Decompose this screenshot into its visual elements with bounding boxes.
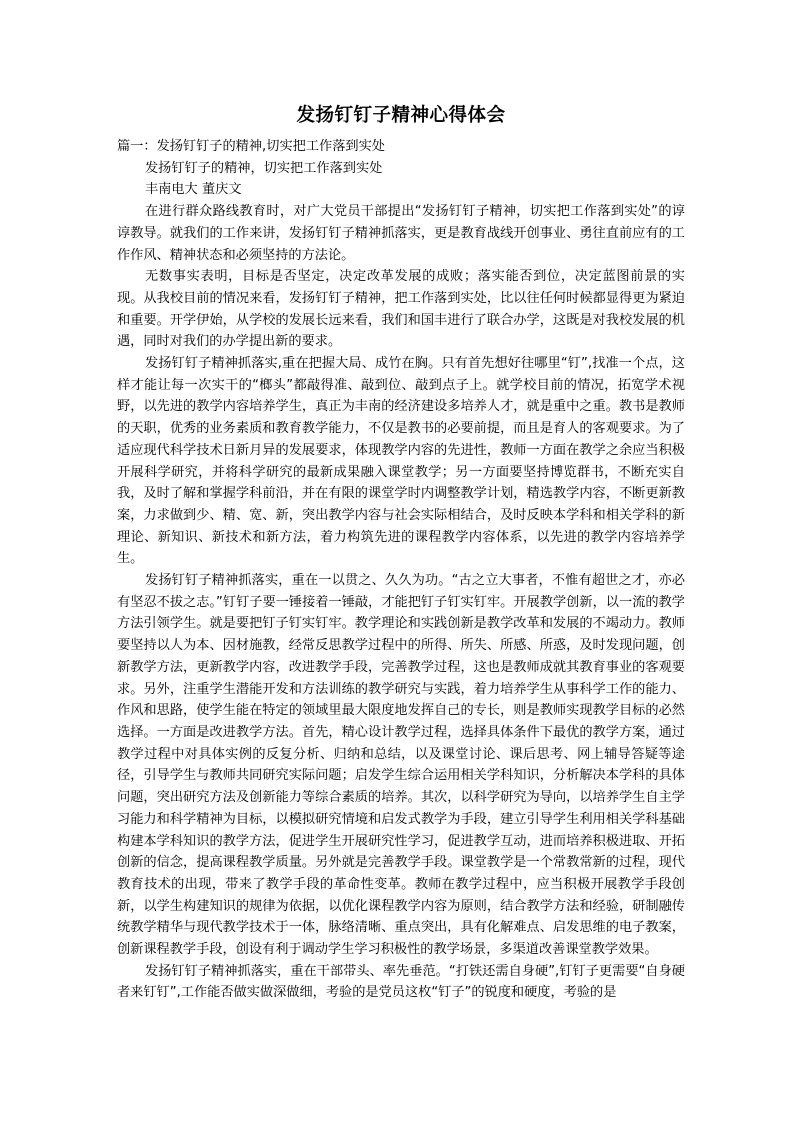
body-paragraph: 发扬钉钉子精神抓落实，重在一以贯之、久久为功。“古之立大事者，不惟有超世之才，亦必有坚忍不拔之志。”钉钉子要一锤接着一锤敲，才能把钉子钉实钉牢。开展教学创新，以一流的教学方法引领学生。就是要把钉子钉实钉牢。教学理论和实践创新是教学改革和发展的不竭动力。教师要坚持以人为本、因材施教，经常反思教学过程中的所得、所失、所感、所惑，及时发现问题，创新教学方法，更新教学内容，改进教学手段，完善教学过程，这也是教师成就其教育事业的客观要求。另外，注重学生潜能开发和方法训练的教学研究与实践，着力培养学生从事科学工作的能力、作风和思路，使学生能在特定的领域里最大限度地发挥自己的专长，则是教师实现教学目标的必然选择。一方面是改进教学方法。首先，精心设计教学过程，选择具体条件下最优的教学方案，通过教学过程中对具体实例的反复分析、归纳和总结，以及课堂讨论、课后思考、网上辅导答疑等途径，引导学生与教师共同研究实际问题；启发学生综合运用相关学科知识，分析解决本学科的具体问题，突出研究方法及创新能力等综合素质的培养。其次，以科学研究为导向，以培养学生自主学习能力和科学精神为目标，以模拟研究情境和启发式教学为手段，建立引导学生利用相关学科基础构建本学科知识的教学方法，促进学生开展研究性学习，促进教学互动，进而培养积极进取、开拓创新的信念，提高课程教学质量。另外就是完善教学手段。课堂教学是一个常教常新的过程，现代教育技术的出现，带来了教学手段的革命性变革。教师在教学过程中，应当积极开展教学手段创新，以学生构建知识的规律为依据，以优化课程教学内容为原则，结合教学方法和经验，研制融传统教学精华与现代教学技术于一体，脉络清晰、重点突出，具有化解难点、启发思维的电子教案，创新课程教学手段，创设有利于调动学生学习积极性的教学场景，多渠道改善课堂教学效果。: [117, 573, 685, 958]
section-heading: 篇一：发扬钉钉子的精神,切实把工作落到实处: [117, 139, 385, 154]
body-paragraph: 无数事实表明，目标是否坚定，决定改革发展的成败；落实能否到位，决定蓝图前景的实现。从我校目前的情况来看，发扬钉钉子精神，把工作落到实处，比以往任何时候都显得更为紧迫和重要。开学伊始，从学校的发展长远来看，我们和国丰进行了联合办学，这既是对我校发展的机遇，同时对我们的办学提出新的要求。: [117, 269, 685, 350]
body-paragraph: 在进行群众路线教育时，对广大党员干部提出“发扬钉钉子精神，切实把工作落到实处”的谆谆教导。就我们的工作来讲，发扬钉钉子精神抓落实，更是教育战线开创事业、勇往直前应有的工作作风、精神状态和必须坚持的方法论。: [117, 204, 685, 263]
body-paragraph: 发扬钉钉子精神抓落实,重在把握大局、成竹在胸。只有首先想好往哪里“钉”,找准一个点，这样才能让每一次实干的“榔头”都敲得准、敲到位、敲到点子上。就学校目前的情况，拓宽学术视野，以先进的教学内容培养学生，真正为丰南的经济建设多培养人才，就是重中之重。教书是教师的天职，优秀的业务素质和教育教学能力，不仅是教书的必要前提，而且是育人的客观要求。为了适应现代科学技术日新月异的发展要求，体现教学内容的先进性，教师一方面在教学之余应当积极开展科学研究，并将科学研究的最新成果融入课堂教学；另一方面要坚持博览群书，不断充实自我，及时了解和掌握学科前沿，并在有限的课堂学时内调整教学计划，精选教学内容，不断更新教案，力求做到少、精、宽、新，突出教学内容与社会实际相结合，及时反映本学科和相关学科的新理论、新知识、新技术和新方法，着力构筑先进的课程教学内容体系，以先进的教学内容培养学生。: [117, 356, 685, 567]
document-page: [117, 104, 685, 1004]
subtitle: 发扬钉钉子的精神，切实把工作落到实处: [145, 160, 383, 176]
body-paragraph: 发扬钉钉子精神抓落实，重在干部带头、率先垂范。“打铁还需自身硬”,钉钉子更需要“自身硬者来钉钉”,工作能否做实做深做细，考验的是党员这枚“钉子”的锐度和硬度，考验的是: [117, 963, 685, 1001]
document-title: 发扬钉钉子精神心得体会: [296, 105, 506, 126]
author-line: 丰南电大 董庆文: [145, 182, 242, 198]
